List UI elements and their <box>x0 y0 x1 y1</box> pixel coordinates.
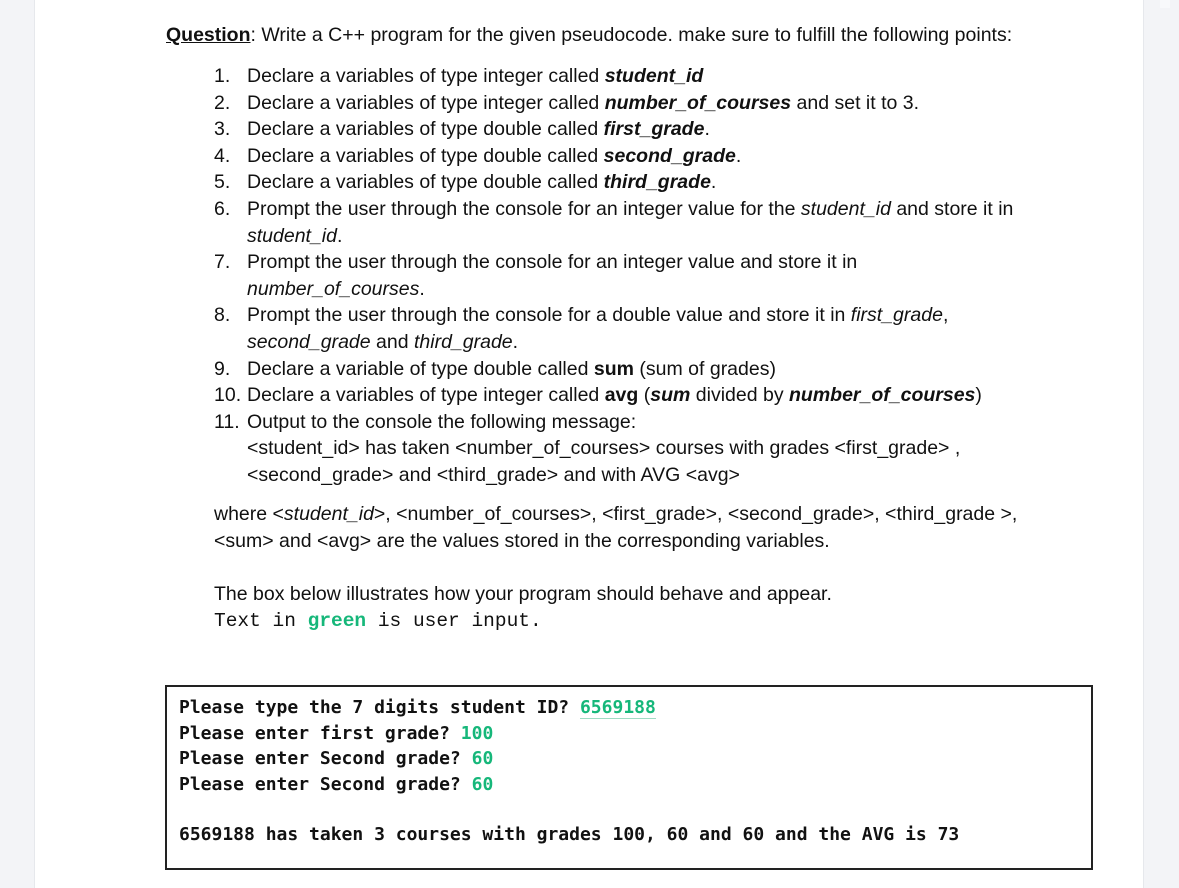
note-text: where < <box>214 502 284 525</box>
step-text: . <box>735 144 742 167</box>
variable-name: third_grade <box>603 171 711 194</box>
list-number: 7. <box>214 251 231 274</box>
step-text: Prompt the user through the console for a double value and store it in <box>247 304 851 327</box>
variable-name: student_id <box>800 197 891 220</box>
list-item <box>214 90 1026 117</box>
variable-name: number_of_courses <box>604 91 792 114</box>
variable-name: second_grade <box>603 144 736 167</box>
console-line <box>179 721 1079 747</box>
box-intro <box>214 581 1026 635</box>
legend-text: is user input. <box>366 609 542 632</box>
list-number: 2. <box>214 91 231 114</box>
question-paragraph <box>166 22 1026 49</box>
user-input: 60 <box>471 773 494 795</box>
step-text: Declare a variables of type integer called <box>247 384 605 407</box>
console-prompt: Please type the 7 digits student ID? <box>179 697 580 718</box>
console-prompt: Please enter first grade? <box>179 722 461 744</box>
question-text: : Write a C++ program for the given pseudocode. make sure to fulfill the following points: <box>250 24 1013 46</box>
list-number: 11. <box>214 410 240 433</box>
legend-line <box>214 608 1026 635</box>
list-item <box>214 382 1026 409</box>
variable-name: first_grade <box>850 304 943 327</box>
step-text: divided by <box>690 384 789 407</box>
console-prompt: Please enter Second grade? <box>179 773 472 795</box>
list-item <box>214 143 1026 170</box>
console-line <box>179 695 1079 721</box>
console-line <box>179 746 1079 772</box>
green-word: green <box>307 609 367 632</box>
question-label: Question <box>166 24 251 46</box>
list-number: 10. <box>214 384 242 407</box>
list-number: 5. <box>214 171 231 194</box>
user-input: 100 <box>460 722 494 744</box>
step-text: Prompt the user through the console for an integer value and store it in <box>247 251 858 274</box>
scrollbar[interactable] <box>1146 0 1179 888</box>
step-text: . <box>512 330 519 353</box>
list-item <box>214 63 1026 90</box>
step-text: and <box>370 330 414 353</box>
note-text: >, <number_of_courses>, <first_grade>, <second_grade>, <third_grade >, <sum> and <avg> are the values stored in the corresponding variables. <box>214 502 1018 552</box>
step-text: and set it to 3. <box>791 91 920 114</box>
console-line <box>179 772 1079 798</box>
list-number: 8. <box>214 304 231 327</box>
list-item <box>214 116 1026 143</box>
list-item <box>214 356 1026 383</box>
step-text: ( <box>638 384 651 407</box>
scrollbar-thumb[interactable] <box>1160 0 1170 8</box>
legend-text: Text in <box>214 609 308 632</box>
variable-name: student_id <box>604 65 704 87</box>
steps-list <box>214 63 1026 489</box>
step-text: Declare a variables of type double called <box>247 144 604 167</box>
user-input: 60 <box>471 748 494 769</box>
list-item <box>214 169 1026 196</box>
step-text: and store it in <box>890 197 1014 220</box>
document-content <box>166 22 1026 635</box>
console-output-box <box>165 685 1093 870</box>
step-text: , <box>942 304 949 327</box>
variable-name: first_grade <box>603 118 705 141</box>
list-item <box>214 249 1026 302</box>
step-text: . <box>419 277 425 300</box>
variable-name: number_of_courses <box>789 384 976 407</box>
step-text: Declare a variables of type integer called <box>247 65 605 87</box>
variable-name: third_grade <box>413 330 513 353</box>
blank-line <box>179 797 1079 822</box>
variable-name: sum <box>593 357 634 380</box>
list-item <box>214 409 1026 489</box>
step-text: Output to the console the following message: <box>247 410 637 433</box>
list-item <box>214 196 1026 249</box>
variables-note <box>214 501 1026 555</box>
step-text: Declare a variables of type double called <box>247 118 604 141</box>
user-input: 6569188 <box>579 697 656 718</box>
step-text: . <box>704 118 710 141</box>
variable-name: second_grade <box>247 330 371 353</box>
step-text: Declare a variable of type double called <box>247 357 594 380</box>
list-number: 1. <box>214 65 231 87</box>
console-prompt: Please enter Second grade? <box>179 748 472 769</box>
step-text: . <box>710 171 717 194</box>
step-text: ) <box>975 384 982 407</box>
list-item <box>214 302 1026 355</box>
variable-name: student_id <box>283 502 374 525</box>
variable-name: avg <box>604 384 639 407</box>
list-number: 6. <box>214 197 231 220</box>
box-intro-text: The box below illustrates how your program should behave and appear. <box>214 582 832 605</box>
list-number: 4. <box>214 144 231 167</box>
step-text: Declare a variables of type double called <box>247 171 604 194</box>
message-template-line: <second_grade> and <third_grade> and with AVG <avg> <box>247 463 740 486</box>
step-text: Prompt the user through the console for an integer value for the <box>247 197 801 220</box>
variable-name: sum <box>650 384 691 407</box>
message-template-line: <student_id> has taken <number_of_courses> courses with grades <first_grade> , <box>247 437 961 460</box>
step-text: . <box>337 224 343 247</box>
variable-name: number_of_courses <box>247 277 420 300</box>
list-number: 9. <box>214 357 231 380</box>
list-number: 3. <box>214 118 231 141</box>
variable-name: student_id <box>247 224 337 247</box>
console-result-line: 6569188 has taken 3 courses with grades 100, 60 and 60 and the AVG is 73 <box>179 824 960 845</box>
step-text: Declare a variables of type integer called <box>247 91 605 114</box>
step-text: (sum of grades) <box>634 357 776 380</box>
